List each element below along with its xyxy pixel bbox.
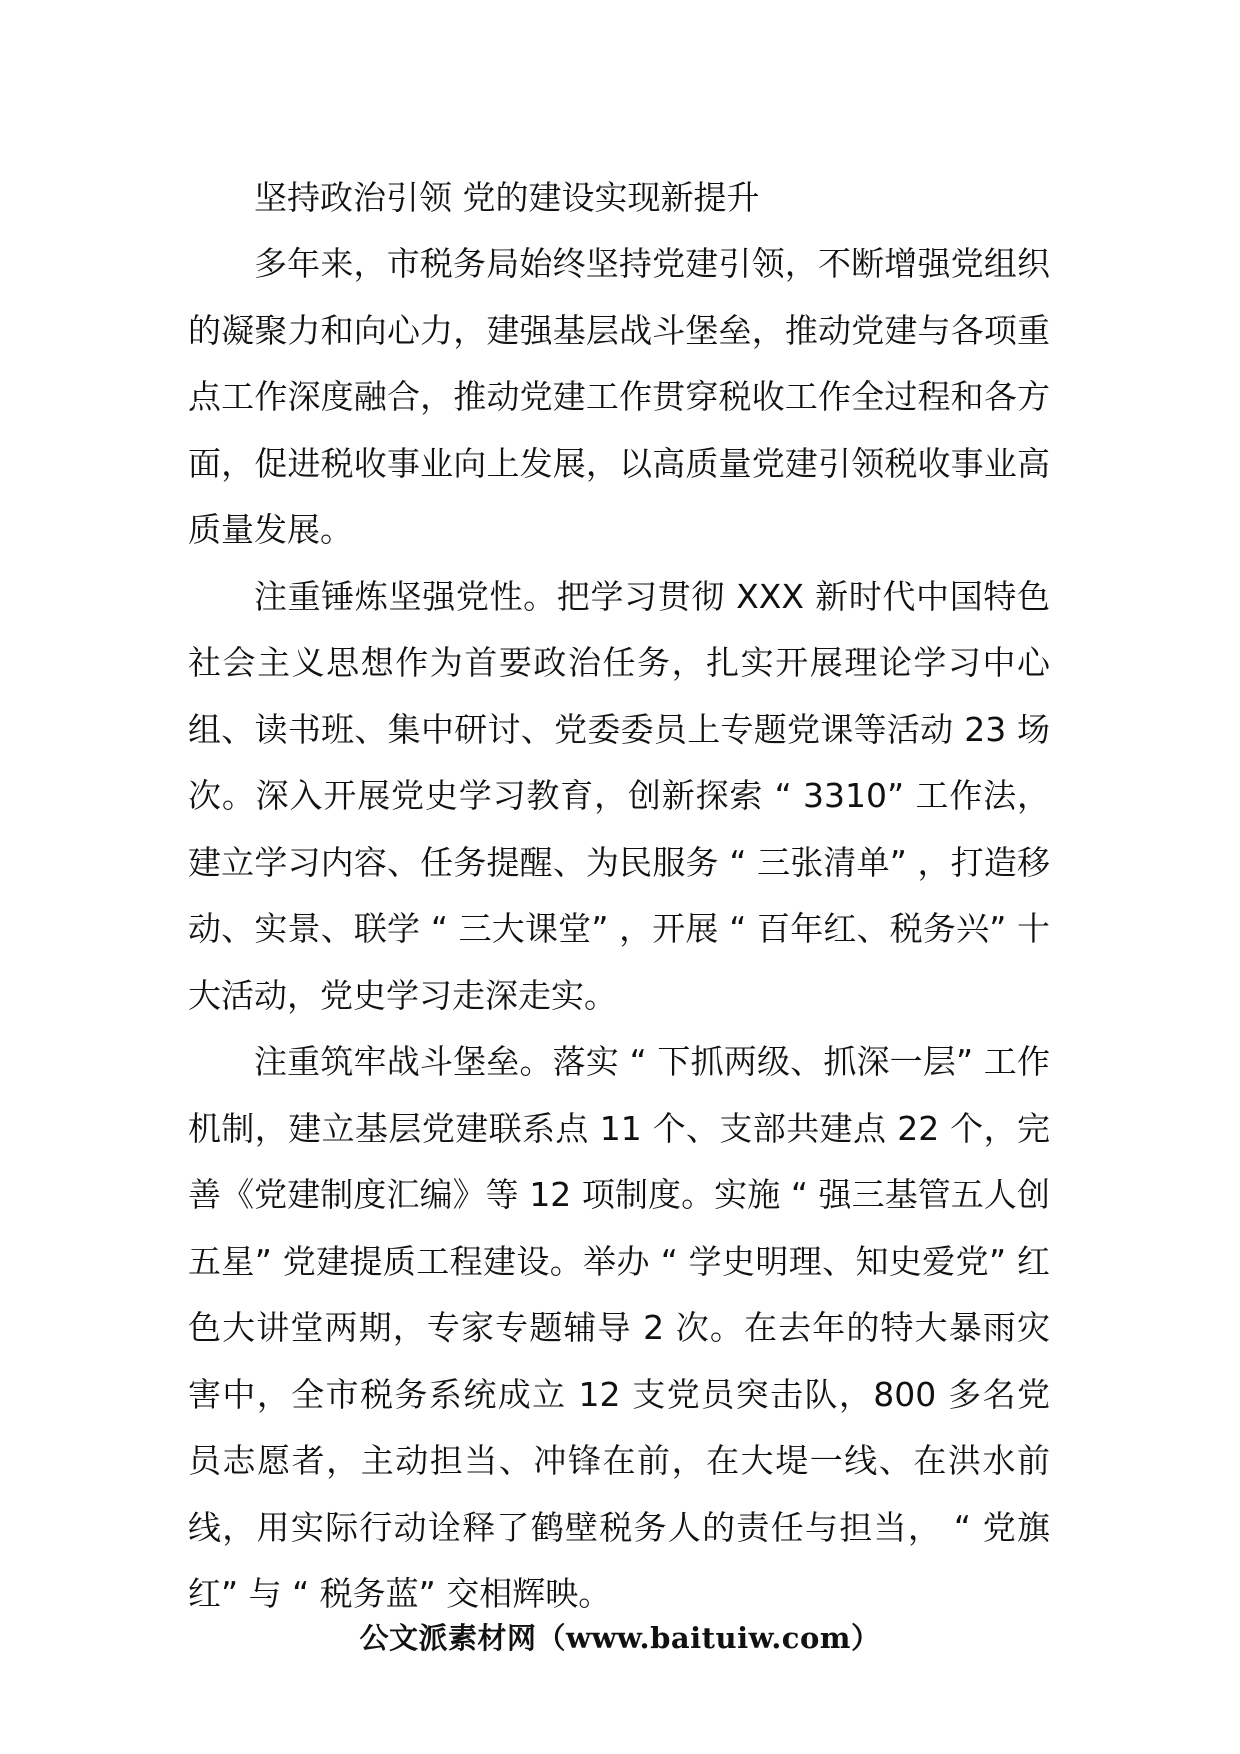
section-heading: 坚持政治引领 党的建设实现新提升 [254, 178, 760, 217]
footer-watermark: 公文派素材网（www.baituiw.com） [359, 1621, 881, 1655]
paragraph-party-spirit: 注重锤炼坚强党性。把学习贯彻 XXX 新时代中国特色社会主义思想作为首要政治任务，扎实开展理论学习中心组、读书班、集中研讨、党委委员上专题党课等活动 23 场次。深入开展党史学习教育，创新探索 “ 3310” 工作法，建立学习内容、任务提醒、为民服务 “ 三张清单” ，打造移动、实景、联学 “ 三大课堂” ，开展 “ 百年红、税务兴” 十大活动，党史学习走深走实。 [188, 576, 1050, 1015]
document-body [188, 165, 1050, 1628]
paragraph-fighting-fortress: 注重筑牢战斗堡垒。落实 “ 下抓两级、抓深一层” 工作机制，建立基层党建联系点 11 个、支部共建点 22 个，完善《党建制度汇编》等 12 项制度。实施 “ 强三基管五人创五星” 党建提质工程建设。举办 “ 学史明理、知史爱党” 红色大讲堂两期，专家专题辅导 2 次。在去年的特大暴雨灾害中，全市税务系统成立 12 支党员突击队，800 多名党员志愿者，主动担当、冲锋在前，在大堤一线、在洪水前线，用实际行动诠释了鹤壁税务人的责任与担当， “ 党旗红” 与 “ 税务蓝” 交相辉映。 [188, 1042, 1050, 1613]
paragraph-intro: 多年来，市税务局始终坚持党建引领，不断增强党组织的凝聚力和向心力，建强基层战斗堡垒，推动党建与各项重点工作深度融合，推动党建工作贯穿税收工作全过程和各方面，促进税收事业向上发展，以高质量党建引领税收事业高质量发展。 [188, 244, 1050, 549]
